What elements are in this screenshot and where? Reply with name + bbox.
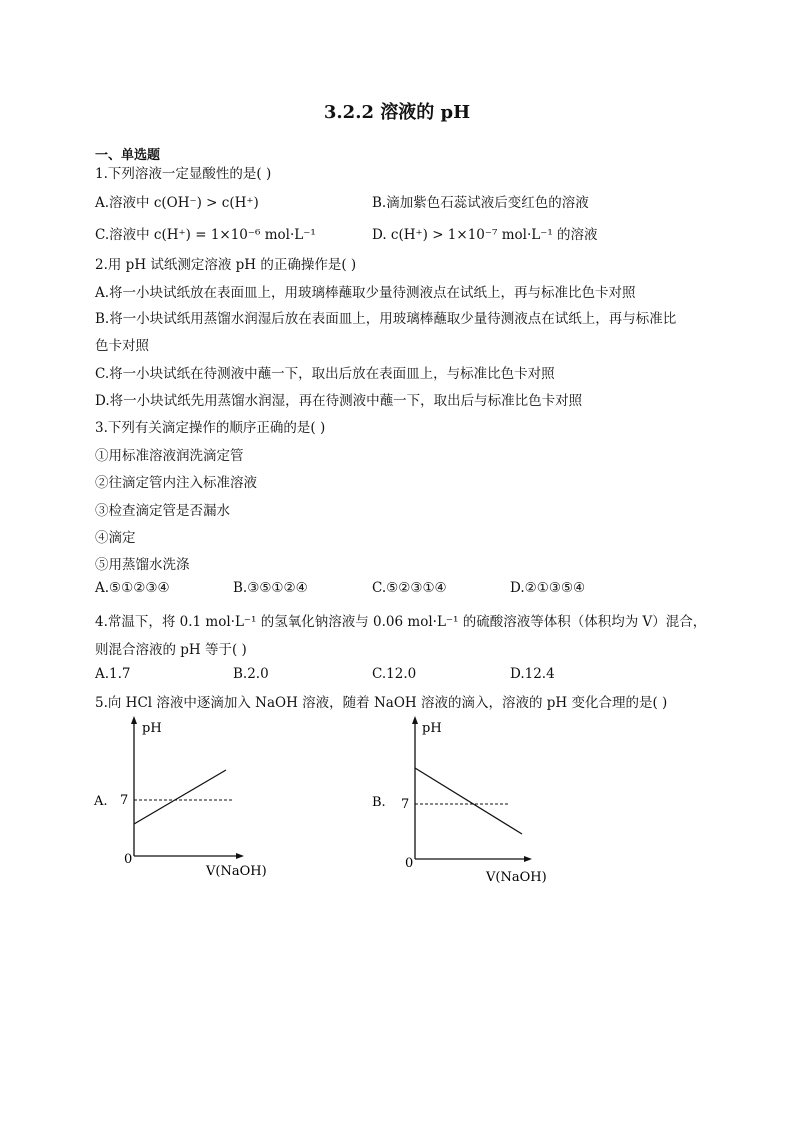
graph-b-y-label: pH [422, 721, 442, 736]
q3-stem: 3.下列有关滴定操作的顺序正确的是( ) [95, 420, 326, 436]
q4-option-a: A.1.7 [95, 666, 131, 682]
q3-option-b: B.③⑤①②④ [233, 580, 308, 596]
q3-step-4: ④滴定 [95, 530, 136, 546]
q3-option-d: D.②①③⑤④ [510, 580, 586, 596]
q3-step-5: ⑤用蒸馏水洗涤 [95, 557, 190, 573]
q4-option-b: B.2.0 [233, 666, 269, 682]
graph-b-ref-label: 7 [401, 797, 410, 812]
q4-option-d: D.12.4 [510, 666, 555, 682]
graph-b-curve [415, 768, 522, 834]
page-title: 3.2.2 溶液的 pH [323, 102, 471, 123]
q1-stem: 1.下列溶液一定显酸性的是( ) [95, 166, 272, 182]
section-heading: 一、单选题 [95, 148, 161, 163]
q4-stem-line1: 4.常温下，将 0.1 mol·L⁻¹ 的氢氧化钠溶液与 0.06 mol·L⁻¹ 的硫酸溶液等体积（体积均为 V）混合， [95, 614, 707, 630]
graph-a-ref-label: 7 [120, 793, 129, 808]
q4-option-c: C.12.0 [372, 666, 417, 682]
graph-b-x-label: V(NaOH) [486, 870, 547, 885]
graph-a-x-axis-arrow [236, 853, 244, 859]
q2-option-b-line1: B.将一小块试纸用蒸馏水润湿后放在表面皿上，用玻璃棒蘸取少量待测液点在试纸上，再与标准比 [95, 311, 677, 327]
q3-option-c: C.⑤②③①④ [372, 580, 447, 596]
q1-option-d: D. c(H⁺) > 1×10⁻⁷ mol·L⁻¹ 的溶液 [372, 227, 598, 243]
q3-step-3: ③检查滴定管是否漏水 [95, 503, 230, 519]
q2-option-b-line2: 色卡对照 [95, 338, 149, 354]
graph-b-y-axis-arrow [412, 716, 418, 724]
graph-a-x-label: V(NaOH) [206, 864, 267, 879]
graph-b-x-axis-arrow [524, 856, 532, 862]
graph-a-option-label: A. [94, 794, 108, 809]
q3-step-1: ①用标准溶液润洗滴定管 [95, 448, 244, 464]
q3-step-2: ②往滴定管内注入标准溶液 [95, 475, 257, 491]
q1-option-c: C.溶液中 c(H⁺) = 1×10⁻⁶ mol·L⁻¹ [95, 227, 316, 243]
q1-option-a: A.溶液中 c(OH⁻) > c(H⁺) [95, 195, 259, 211]
q5-stem: 5.向 HCl 溶液中逐滴加入 NaOH 溶液，随着 NaOH 溶液的滴入，溶液的 pH 变化合理的是( ) [95, 695, 668, 711]
q1-option-b: B.滴加紫色石蕊试液后变红色的溶液 [372, 195, 589, 211]
graph-a-y-label: pH [142, 721, 162, 736]
q2-option-d: D.将一小块试纸先用蒸馏水润湿，再在待测液中蘸一下，取出后与标准比色卡对照 [95, 393, 583, 409]
q2-option-a: A.将一小块试纸放在表面皿上，用玻璃棒蘸取少量待测液点在试纸上，再与标准比色卡对照 [95, 285, 636, 301]
q2-option-c: C.将一小块试纸在待测液中蘸一下，取出后放在表面皿上，与标准比色卡对照 [95, 366, 555, 382]
graph-a-curve [134, 770, 226, 824]
graph-a-origin: 0 [124, 852, 133, 867]
graph-b-option-label: B. [372, 795, 386, 810]
graph-b-origin: 0 [405, 856, 414, 871]
q3-option-a: A.⑤①②③④ [95, 580, 170, 596]
q5-graph-a [90, 712, 270, 887]
q5-graph-b [368, 712, 558, 892]
q2-stem: 2.用 pH 试纸测定溶液 pH 的正确操作是( ) [95, 257, 357, 273]
graph-a-y-axis-arrow [131, 716, 137, 724]
q4-stem-line2: 则混合溶液的 pH 等于( ) [95, 642, 247, 658]
